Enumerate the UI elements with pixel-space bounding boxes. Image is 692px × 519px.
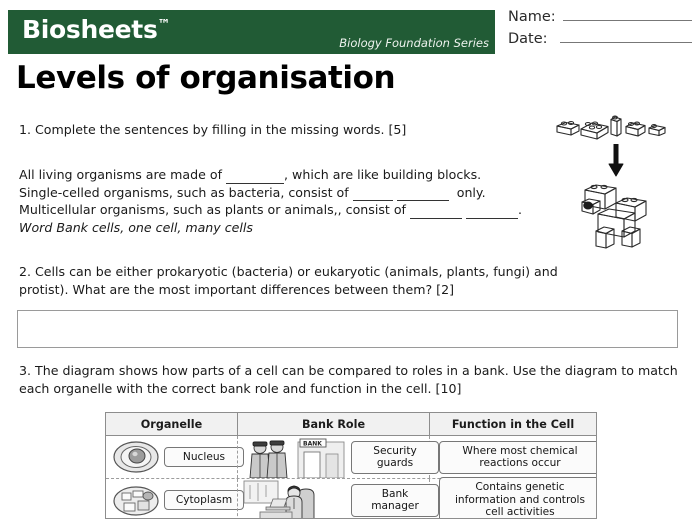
q1-sentence-2 (19, 184, 539, 202)
nucleus-cell-icon (112, 439, 162, 479)
question-2-answer-box[interactable] (17, 310, 678, 348)
function-label[interactable]: Where most chemical reactions occur (439, 441, 597, 474)
page-title: Levels of organisation (16, 60, 396, 96)
brand-logo (22, 17, 170, 42)
date-field-row (508, 30, 692, 52)
bank-manager-illustration (242, 479, 348, 519)
svg-text:BANK: BANK (303, 440, 322, 448)
q1-blank-3[interactable] (397, 188, 449, 201)
q1-s3-text-a: Multicellular organisms, such as plants or animals,, consist of (19, 202, 406, 217)
question-2-prompt: 2. Cells can be either prokaryotic (bacteria) or eukaryotic (animals, plants, fungi) and protist). What are the most important differences between them? [2] (19, 264, 558, 297)
organelle-cell (106, 436, 237, 478)
cytoplasm-cell-icon (112, 482, 162, 519)
bank-role-cell (237, 436, 430, 478)
lego-brick-row (557, 116, 665, 139)
bank-role-label[interactable]: Bank manager (351, 484, 439, 517)
function-cell (430, 436, 596, 478)
question-1-prompt: 1. Complete the sentences by filling in the missing words. [5] (19, 122, 407, 137)
q1-blank-4[interactable] (410, 206, 462, 219)
name-field-row (508, 8, 692, 30)
word-bank: Word Bank cells, one cell, many cells (19, 219, 253, 235)
function-label[interactable]: Contains genetic information and controls cell activities (439, 477, 597, 519)
q1-s2-text-a: Single-celled organisms, such as bacteria, consist of (19, 184, 349, 200)
column-header-organelle: Organelle (140, 417, 203, 431)
q1-blank-1[interactable] (226, 171, 284, 184)
security-guards-illustration (242, 436, 348, 482)
column-header-bank-role: Bank Role (237, 413, 430, 435)
name-input-line[interactable] (563, 8, 692, 21)
date-label: Date: (508, 31, 548, 47)
brand-name: Biosheets (22, 15, 158, 44)
q1-sentence-3 (19, 201, 539, 219)
organelle-cell (106, 479, 237, 519)
q1-sentence-1 (19, 166, 539, 184)
q1-s2-text-b: only. (456, 184, 486, 200)
q1-s1-text-b: , which are like building blocks. (284, 167, 482, 182)
brand-banner (8, 10, 495, 54)
column-header-function: Function in the Cell (451, 417, 575, 431)
page-header (0, 0, 692, 62)
q1-blank-5[interactable] (466, 206, 518, 219)
table-row (106, 479, 596, 519)
table-row (106, 436, 596, 479)
function-cell (430, 479, 596, 519)
down-arrow-icon (609, 144, 623, 176)
q1-s3-text-b: . (518, 202, 523, 217)
lego-illustration (552, 104, 690, 249)
name-label: Name: (508, 9, 556, 25)
name-date-fields (508, 8, 692, 52)
trademark-symbol: ™ (157, 17, 171, 33)
bank-role-cell (237, 479, 430, 519)
q1-s1-text-a: All living organisms are made of (19, 167, 223, 182)
date-input-line[interactable] (560, 30, 692, 43)
organelle-label[interactable]: Nucleus (164, 447, 244, 468)
matching-table (105, 412, 597, 519)
table-header-row (106, 413, 596, 436)
question-1-body (19, 166, 539, 236)
organelle-label[interactable]: Cytoplasm (164, 490, 244, 511)
series-subtitle: Biology Foundation Series (339, 36, 489, 50)
question-3-prompt: 3. The diagram shows how parts of a cell can be compared to roles in a bank. Use the diagram to match each organelle with the correct bank role and function in the cell. [10] (19, 363, 678, 396)
bank-role-label[interactable]: Security guards (351, 441, 439, 474)
lego-dog-model (582, 185, 646, 248)
q1-blank-2[interactable] (353, 188, 393, 201)
